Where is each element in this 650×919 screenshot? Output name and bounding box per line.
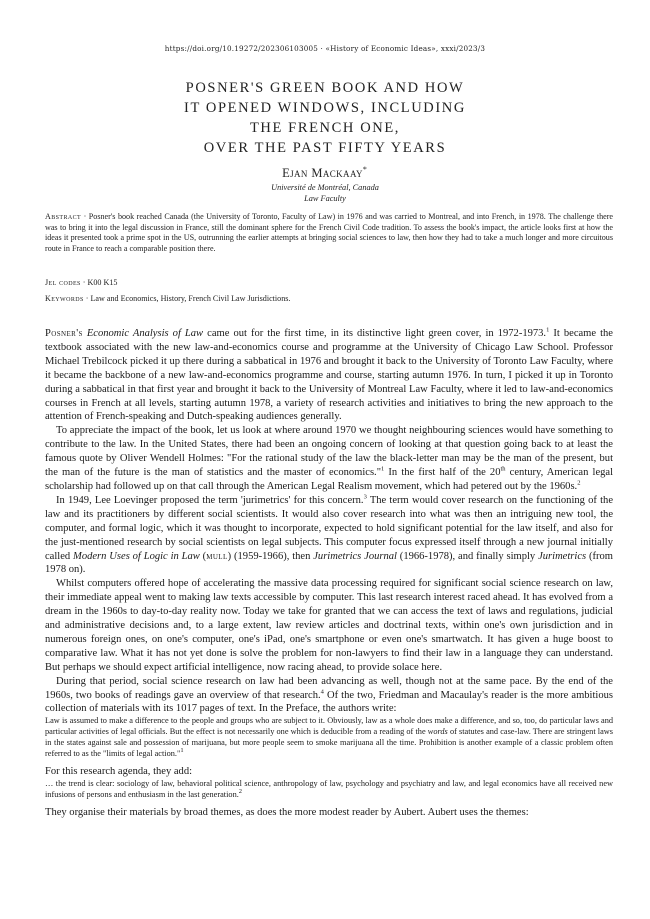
quote-text: Law is assumed to make a difference to the people and groups who are subject to it. Obviously, law as a whole does make a difference, and so, too, do particular laws and particular activities of legal officials. But the effect is not necessarily one which is deducible from a reading of the: [45, 716, 613, 737]
paragraph-2: [45, 424, 613, 494]
title-line-1: POSNER'S GREEN BOOK AND HOW: [185, 80, 465, 96]
paragraph-text: (: [199, 550, 207, 562]
journal-title: Modern Uses of Logic in Law: [73, 550, 200, 562]
paragraph-text: During that period, social science research on law had been advancing as well, though not at the same pace. By the end of the 1960s, two books of readings gave an overview of that research.: [45, 675, 613, 701]
book-title: Economic Analysis of Law: [86, 328, 204, 339]
paragraph-text: (from 1978 on).: [45, 550, 613, 576]
paragraph-text: It became the textbook associated with the new law-and-economics course and programme at the University of Chicago Law School. Professor Michael Trebilcock picked it up there during a sabbatical in 1976 and brought it back to the University of Toronto Law Faculty, where it became the backbone of a new law-and-economics programme and course, starting autumn 1976. In turn, I picked it up in Toronto during a sabbatical in that first year and brought it back to the University of Montreal Law Faculty, where it led to law-and-economics courses in French at all levels, starting autumn 1978, a variety of research activities and initiatives to bring the new approach to the attention of French-speaking and Dutch-speaking audiences generally.: [45, 328, 613, 423]
footnote-ref: 2: [577, 479, 581, 487]
paragraph-7: They organise their materials by broad themes, as does the more modest reader by Aubert. Aubert uses the themes:: [45, 806, 529, 818]
paragraph-1: [45, 327, 613, 424]
paragraph-text: To appreciate the impact of the book, let us look at where around 1970 we thought neighbouring sciences would have something to contribute to the law. In the United States, there had been an ongoing concern of looking at that question going back to at least the famous quote by Oliver Wendell Holmes: "For the rational study of the law the black-letter man may be the man of the present, but the man of the future is the man of statistics and the master of economics.": [45, 425, 613, 479]
paragraph-text: The term would cover research on the functioning of the law and its practitioners by different social scientists. It would also cover research into what was then an intriguing new tool, the computer, and formal logic, which it was thought to incorporate, expected to hold significant potential for the law itself, and also for the just-mentioned research by social scientists on legal subjects. This computer focus expressed itself through a new journal initially called: [45, 494, 613, 562]
footnote-ref: 1: [381, 465, 385, 473]
jel-codes: [45, 278, 613, 287]
author-name: Ejan Mackaay: [282, 166, 363, 180]
paragraph-6: For this research agenda, they add:: [45, 766, 193, 777]
title-line-4: OVER THE PAST FIFTY YEARS: [203, 140, 447, 156]
author-block: [0, 166, 650, 181]
footnote-ref: 1: [180, 747, 184, 755]
abstract: [45, 212, 613, 254]
paragraph-3: [45, 494, 613, 577]
affiliation-faculty: Law Faculty: [304, 194, 346, 203]
block-quote-2: [45, 779, 613, 801]
abstract-label: Abstract: [45, 212, 82, 221]
footnote-ref: 3: [363, 493, 367, 501]
quote-text: of statutes and case-law. There are stringent laws in the states against sale and possession of marijuana, but more people seem to smoke marijuana all the time. Prohibition is another example of a classic problem often referred to as the "limits of legal action.": [45, 727, 613, 759]
jel-label: Jel codes: [45, 278, 81, 287]
paragraph-text: ) (1959-1966), then: [227, 550, 314, 562]
footnote-ref: 2: [238, 788, 243, 796]
paragraph-4: Whilst computers offered hope of accelerating the massive data processing required for significant social science research on law, their immediate appeal went to making law texts accessible by computer. This last research interest raced ahead. It has evolved from a dream in the 1960s to day-to-day reality now. Today we take for granted that we can access the text of laws and regulations, judicial and administrative decisions and, to a large extent, law review articles and doctrinal texts, within one's own jurisdiction and in numerous foreign ones, on one's computer, one's iPad, one's smartphone or even one's smartwatch. It has given a huge boost to comparative law. What it has not yet done is solve the problem for non-lawyers to find their law in a language they can understand. But perhaps we should expect artificial intelligence, now racing ahead, to provide solace here.: [45, 578, 613, 673]
paragraph-text: In 1949, Lee Loevinger proposed the term 'jurimetrics' for this concern.: [56, 494, 364, 506]
article-body: [45, 327, 613, 820]
article-title: [0, 78, 650, 158]
author-affiliation: [0, 182, 650, 204]
footnote-ref: 4: [320, 688, 324, 696]
journal-abbrev: mull: [206, 550, 228, 562]
abstract-text: · Posner's book reached Canada (the University of Toronto, Faculty of Law) in 1976 and was carried to Montreal, and into French, in 1978. The challenge there was to bring it into the legal discussion in France, still the dominant sphere for the French Civil Code tradition. To assess the book's impact, the article looks first at how the ideas it presented took a prime spot in the US, outrunning the earlier attempts at bringing social sciences to law, then how they had to take a much longer and more circuitous route in France to reach a comparable position there.: [45, 212, 613, 253]
keywords-text: · Law and Economics, History, French Civil Law Jurisdictions.: [83, 294, 291, 303]
lead-word: Posner's: [45, 328, 83, 339]
quote-text: … the trend is clear: sociology of law, behavioral political science, anthropology of law, psychology and psychiatry and law, and legal economics have all received new infusions of persons and enthusiasm in the last generation.: [45, 778, 613, 799]
author-footnote-mark: *: [362, 164, 368, 174]
footnote-ref: 1: [546, 326, 550, 334]
paragraph-text: came out for the first time, in its distinctive light green cover, in 1972-1973.: [203, 328, 547, 339]
keywords: [45, 294, 613, 303]
keywords-label: Keywords: [45, 294, 84, 303]
jel-text: · K00 K15: [80, 278, 118, 287]
paragraph-5: [45, 675, 613, 717]
paragraph-text: Of the two, Friedman and Macaulay's reader is the more ambitious collection of materials with its 1017 pages of text. In the Preface, the authors write:: [45, 689, 613, 715]
quote-emphasis: words: [427, 727, 448, 737]
block-quote-1: [45, 716, 613, 760]
title-line-3: THE FRENCH ONE,: [249, 120, 401, 136]
paragraph-text: century, American legal scholarship had followed up on that call through the American Legal Realism movement, which had petered out by the 1960s.: [45, 467, 614, 492]
affiliation-university: Université de Montréal, Canada: [271, 183, 379, 192]
paragraph-text: (1966-1978), and finally simply: [396, 550, 539, 562]
title-line-2: IT OPENED WINDOWS, INCLUDING: [184, 100, 466, 116]
journal-title: Jurimetrics Journal: [313, 550, 397, 562]
journal-title: Jurimetrics: [538, 550, 587, 562]
paragraph-text: In the first half of the 20: [384, 467, 501, 479]
superscript-th: th: [500, 465, 506, 473]
running-head: https://doi.org/10.19272/202306103005 · «History of Economic Ideas», xxxi/2023/3: [164, 44, 486, 53]
